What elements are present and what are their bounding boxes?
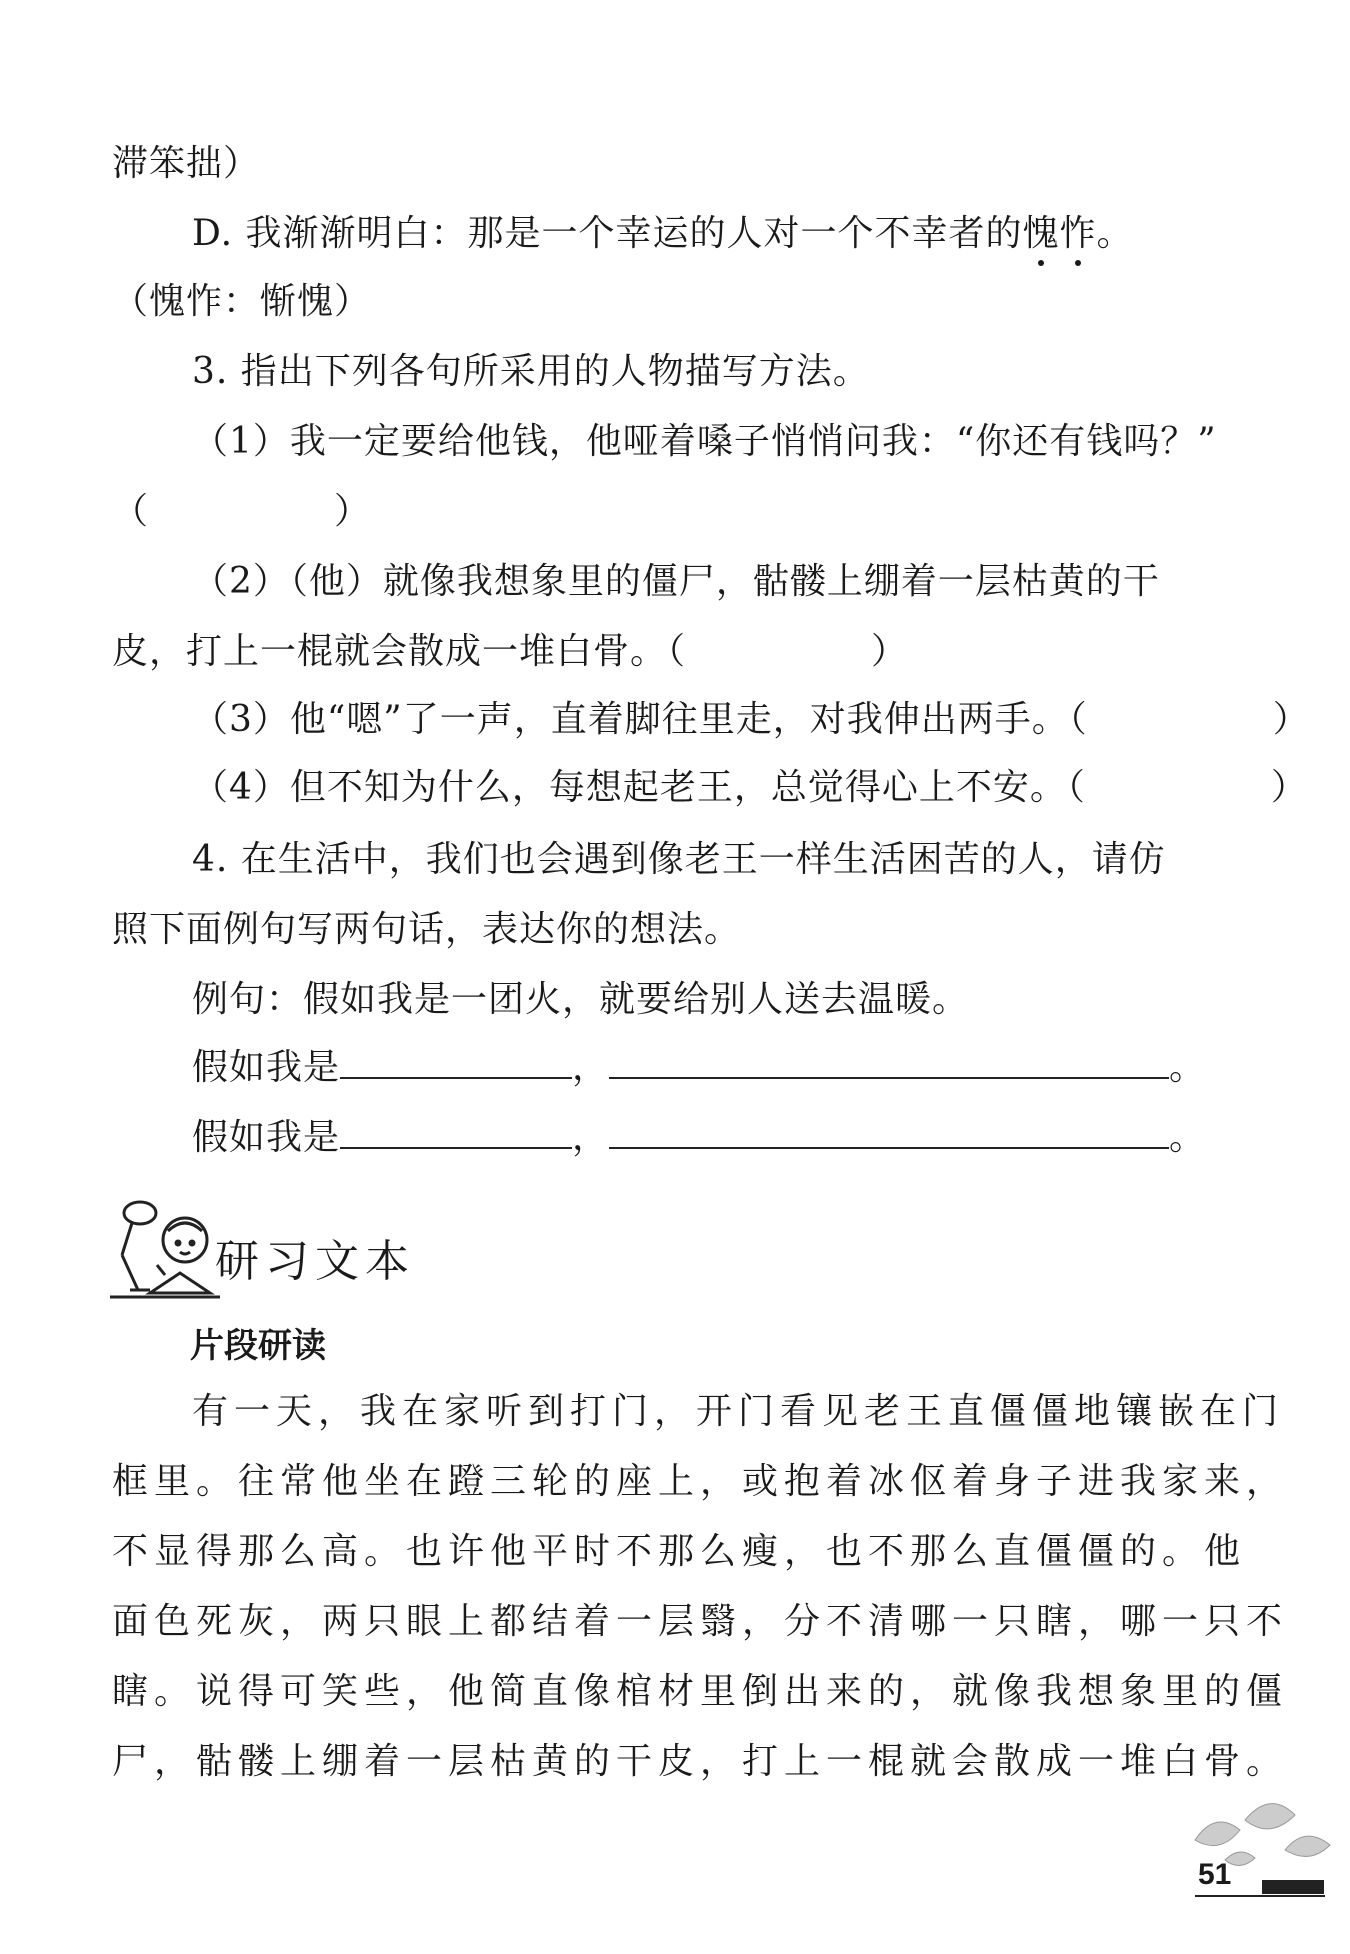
fill-prefix: 假如我是 [192,1117,341,1158]
question-3-1: （1）我一定要给他钱，他哑着嗓子悄悄问我：“你还有钱吗？” [192,421,1217,462]
passage-line: 框里。往常他坐在蹬三轮的座上，或抱着冰伛着身子进我家来， [112,1461,1289,1502]
passage-line: 瞎。说得可笑些，他简直像棺材里倒出来的，就像我想象里的僵 [112,1671,1289,1712]
leaf-decoration-icon [1185,1780,1335,1870]
passage-line: 尸，骷髅上绷着一层枯黄的干皮，打上一棍就会散成一堆白骨。 [112,1741,1289,1782]
question-4: 4. 在生活中，我们也会遇到像老王一样生活困苦的人，请仿 [192,839,1166,880]
option-d-text: D. 我渐渐明白：那是一个幸运的人对一个不幸者的 [192,213,1023,254]
question-3-2-cont: 皮，打上一棍就会散成一堆白骨。（ ） [112,631,909,672]
fill-blank-long[interactable] [609,1047,1169,1079]
emphasis-char: 愧 [1022,213,1060,254]
page-number: 51 [1198,1858,1232,1891]
question-3-3: （3）他“嗯”了一声，直着脚往里走，对我伸出两手。（ ） [192,699,1310,740]
emphasis-char: 怍 [1059,213,1097,254]
period: 。 [1169,1047,1207,1088]
question-3-2: （2）（他）就像我想象里的僵尸，骷髅上绷着一层枯黄的干 [192,561,1160,602]
period: 。 [1169,1117,1207,1158]
text-line: 滞笨拙） [112,143,261,184]
question-3: 3. 指出下列各句所采用的人物描写方法。 [192,351,870,392]
passage-line: 有一天，我在家听到打门，开门看见老王直僵僵地镶嵌在门 [192,1391,1285,1432]
page-bar [1262,1880,1324,1894]
fill-blank-long[interactable] [609,1117,1169,1149]
question-3-4: （4）但不知为什么，每想起老王，总觉得心上不安。（ ） [192,767,1308,808]
page-rule [1195,1895,1325,1897]
fill-blank-short[interactable] [340,1117,572,1149]
comma: ， [572,1047,610,1088]
passage-line: 面色死灰，两只眼上都结着一层翳，分不清哪一只瞎，哪一只不 [112,1601,1289,1642]
question-4-cont: 照下面例句写两句话，表达你的想法。 [112,909,742,950]
section-title: 研习文本 [215,1236,415,1287]
fill-line-1 [192,1046,1206,1090]
passage-line: 不显得那么高。也许他平时不那么瘦，也不那么直僵僵的。他 [112,1531,1247,1572]
period: 。 [1096,213,1134,254]
option-d-line [192,212,1134,256]
fill-line-2 [192,1116,1206,1160]
fill-blank-short[interactable] [340,1047,572,1079]
subsection-title: 片段研读 [190,1326,326,1366]
answer-blank[interactable]: （ ） [112,491,372,532]
comma: ， [572,1117,610,1158]
fill-prefix: 假如我是 [192,1047,341,1088]
text-line: （愧怍：惭愧） [112,281,372,322]
example-sentence: 例句：假如我是一团火，就要给别人送去温暖。 [192,979,970,1020]
